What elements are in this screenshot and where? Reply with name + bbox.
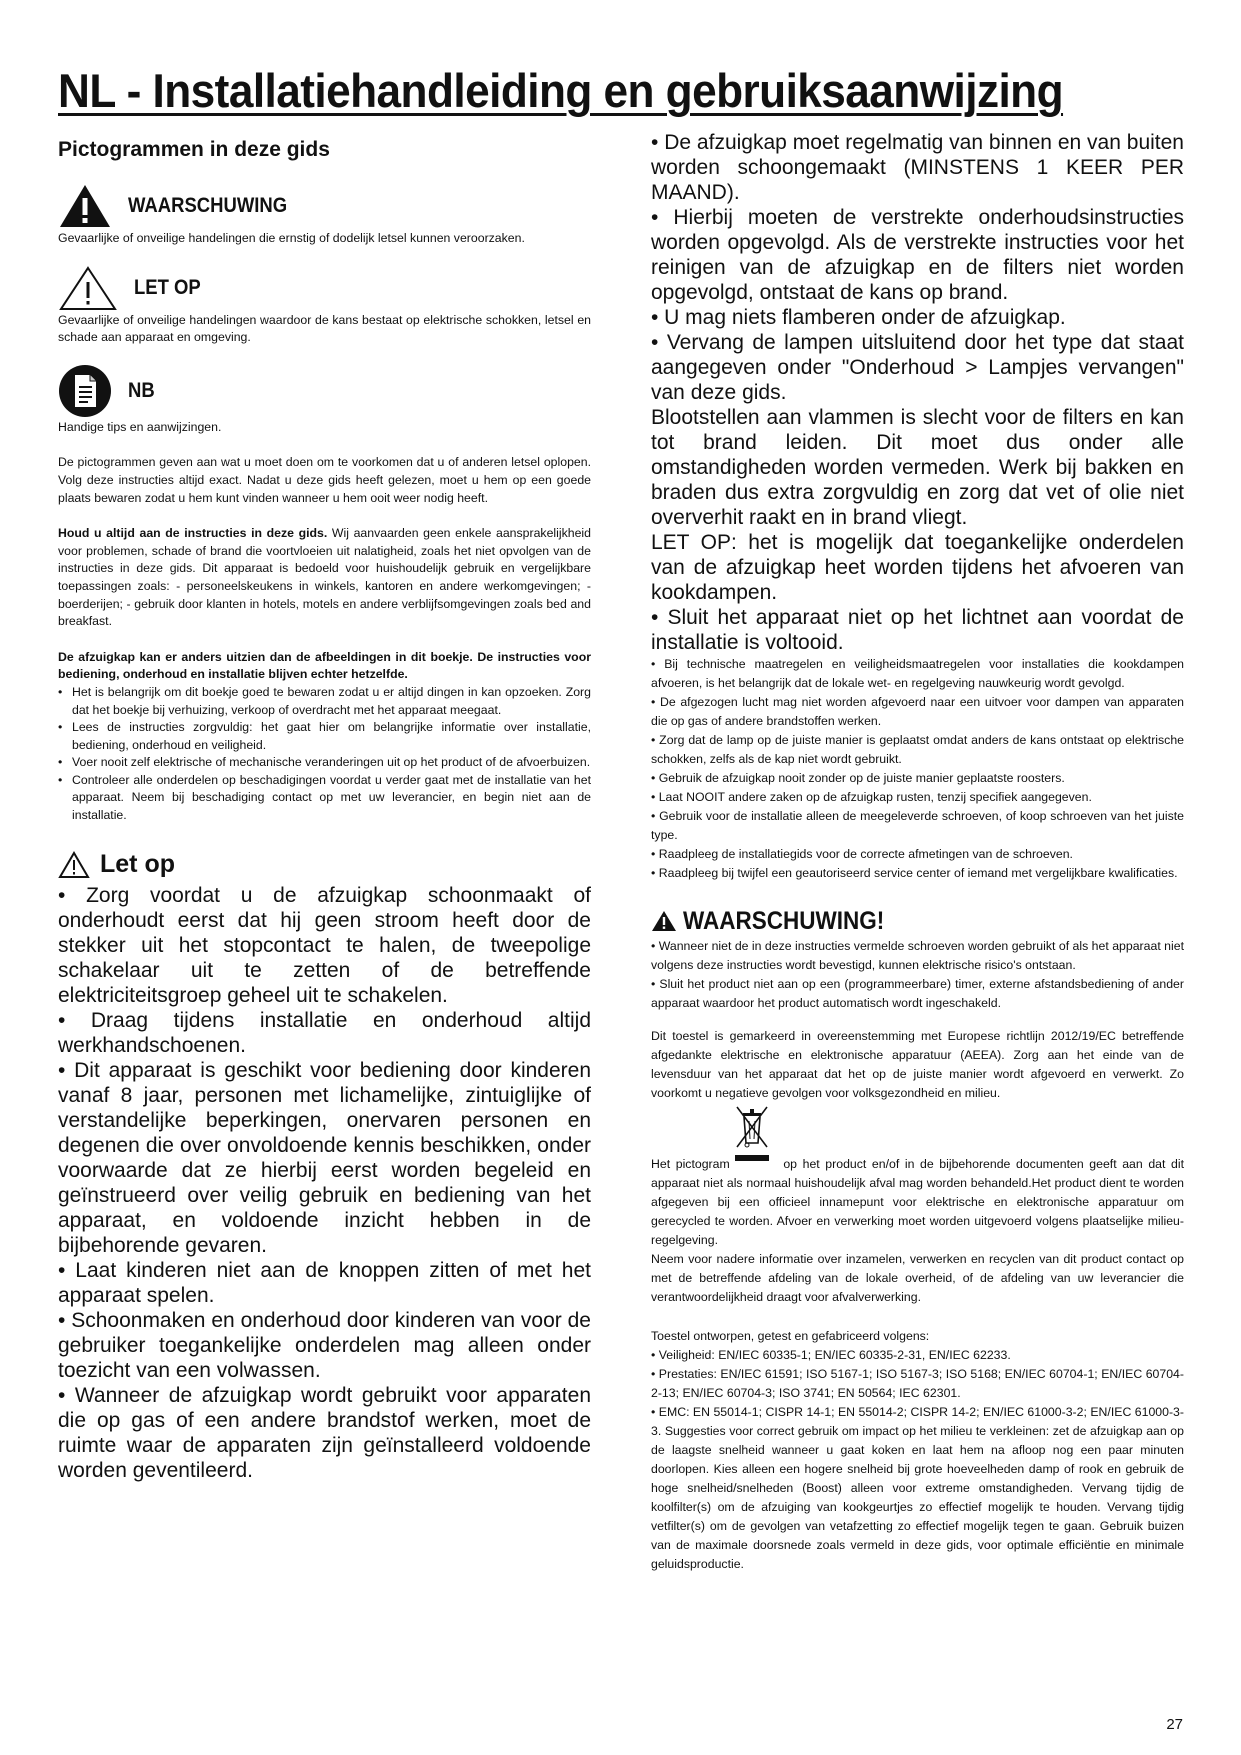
note-description: Handige tips en aanwijzingen. bbox=[58, 419, 222, 434]
list-item: • Zorg voordat u de afzuigkap schoonmaakt of onderhoudt eerst dat hij geen stroom heeft door de stekker uit het stopcontact te halen, de tweepolige schakelaar uit te zetten of de betreffende elektriciteitsgroep geheel uit te schakelen. bbox=[58, 883, 591, 1007]
list-item: • Raadpleeg de installatiegids voor de correcte afmetingen van de schroeven. bbox=[651, 847, 1073, 861]
list-item: • Zorg dat de lamp op de juiste manier is geplaatst omdat anders de kans ontstaat op elektrische schokken, zelfs als de kap niet wordt gebruikt. bbox=[651, 733, 1184, 766]
crossed-bin-icon bbox=[733, 1103, 773, 1163]
intro-paragraph: De pictogrammen geven aan wat u moet doen om te voorkomen dat u of anderen letsel oplopen. Volg deze instructies altijd exact. Nadat u deze gids heeft gelezen, moet u hem op een goede plaats bewaren zodat u hem kunt vinden wanneer u hem ooit weer nodig heeft. bbox=[58, 455, 591, 505]
right-column bbox=[651, 130, 1184, 1574]
liability-text: Wij aanvaarden geen enkele aansprakelijkheid voor problemen, schade of brand die voortvloeien uit nalatigheid, zoals het niet opvolgen van de instructies in deze gids. Dit apparaat is bedoeld voor huishoudelijk gebruik en vergelijkbare toepassingen zoals: - personeelskeukens in winkels, kantoren en andere werkomgevingen; - boerderijen; - gebruik door klanten in hotels, motels en andere verblijfsomgevingen zoals bed and breakfast. bbox=[58, 526, 591, 629]
list-item: Blootstellen aan vlammen is slecht voor de filters en kan tot brand leiden. Dit moet dus onder alle omstandigheden worden vermeden. Werk bij bakken en braden dus extra zorgvuldig en zorg dat vet of olie niet oververhit raakt en in brand vliegt. bbox=[651, 406, 1184, 529]
list-item: • Bij technische maatregelen en veiligheidsmaatregelen voor installaties die kookdampen afvoeren, is het belangrijk dat de lokale wet- en regelgeving nauwkeurig wordt gevolgd. bbox=[651, 657, 1184, 690]
let-op-text bbox=[58, 883, 591, 1483]
warning-title: WAARSCHUWING bbox=[128, 194, 288, 217]
page-title: NL - Installatiehandleiding en gebruiksaanwijzing bbox=[58, 64, 1064, 117]
weee-section bbox=[651, 1027, 1184, 1307]
list-item: • Lees de instructies zorgvuldig: het gaat hier om belangrijke informatie over installatie, bediening, onderhoud en veiligheid. bbox=[58, 719, 591, 754]
recycle-paragraph: Neem voor nadere informatie over inzamelen, verwerken en recyclen van dit product contact op met de betreffende afdeling van de lokale overheid, of de afdeling van uw leverancier die verantwoordelijkheid draagt voor afvalverwerking. bbox=[651, 1252, 1184, 1304]
pictogram-paragraph bbox=[651, 1155, 1184, 1250]
installation-notes bbox=[651, 655, 1184, 883]
let-op-title: Let op bbox=[100, 850, 175, 879]
warning-filled-icon bbox=[651, 910, 677, 932]
note-icon bbox=[58, 364, 112, 418]
list-item: • Wanneer niet de in deze instructies vermelde schroeven worden gebruikt of als het apparaat niet volgens deze instructies wordt bevestigd, kunnen elektrische risico's ontstaan. bbox=[651, 939, 1184, 972]
list-item: • Laat kinderen niet aan de knoppen zitten of met het apparaat spelen. bbox=[58, 1258, 591, 1307]
warning-filled-icon bbox=[58, 183, 112, 229]
list-item: • Veiligheid: EN/IEC 60335-1; EN/IEC 60335-2-31, EN/IEC 62233. bbox=[651, 1348, 1011, 1362]
warning-heading-title: WAARSCHUWING! bbox=[683, 906, 885, 935]
list-item: • Laat NOOIT andere zaken op de afzuigkap rusten, tenzij specifiek aangegeven. bbox=[651, 790, 1092, 804]
liability-paragraph bbox=[58, 525, 591, 631]
list-item: • Controleer alle onderdelen op beschadigingen voordat u verder gaat met de installatie van het apparaat. Neem bij beschadiging contact op met uw leverancier, en begin niet aan de installatie. bbox=[58, 772, 591, 825]
list-item: • Raadpleeg bij twijfel een geautoriseerd service center of iemand met vergelijkbare kwalificaties. bbox=[651, 866, 1178, 880]
list-item: • Hierbij moeten de verstrekte onderhoudsinstructies worden opgevolgd. Als de verstrekte instructies voor het reinigen van de afzuigkap en de filters niet worden opgevolgd, ontstaat de kans op brand. bbox=[651, 206, 1184, 304]
standards-intro: Toestel ontworpen, getest en gefabriceerd volgens: bbox=[651, 1329, 930, 1343]
list-item: • De afgezogen lucht mag niet worden afgevoerd naar een uitvoer voor dampen van apparaten die op gas of andere brandstoffen werken. bbox=[651, 695, 1184, 728]
list-item: • U mag niets flamberen onder de afzuigkap. bbox=[651, 306, 1066, 329]
appearance-notice: De afzuigkap kan er anders uitzien dan de afbeeldingen in dit boekje. De instructies voor bediening, onderhoud en installatie blijven echter hetzelfde. bbox=[58, 649, 591, 682]
warning-description: Gevaarlijke of onveilige handelingen die ernstig of dodelijk letsel kunnen veroorzaken. bbox=[58, 231, 525, 245]
pictogram-suffix: op het product en/of in de bijbehorende documenten geeft aan dat dit apparaat niet als normaal huishoudelijk afval mag worden behandeld.Het product dient te worden afgegeven bij een officieel innamepunt voor elektrische en elektronische apparatuur om gerecycled te worden. Afvoer en verwerking moet worden uitgevoerd volgens plaatselijke milieu-regelgeving. bbox=[651, 1157, 1185, 1247]
standards-section bbox=[651, 1327, 1184, 1574]
weee-paragraph: Dit toestel is gemarkeerd in overeenstemming met Europese richtlijn 2012/19/EC betreffende afgedankte elektrische en elektronische apparatuur (AEEA). Zorg aan het einde van de levensduur van het apparaat dat het op de juiste manier wordt afgevoerd en verwerkt. Zo voorkomt u negatieve gevolgen voor volksgezondheid en milieu. bbox=[651, 1029, 1184, 1100]
general-bullets bbox=[58, 684, 591, 825]
list-item: • Het is belangrijk om dit boekje goed te bewaren zodat u er altijd dingen in kan opzoeken. Zorg dat het boekje bij verhuizing, verkoop of overdracht met het apparaat meegaat. bbox=[58, 684, 591, 719]
warning-outline-icon bbox=[58, 851, 90, 879]
let-op-heading bbox=[58, 847, 591, 883]
list-item: • Dit apparaat is geschikt voor bediening door kinderen vanaf 8 jaar, personen met lichamelijke, zintuiglijke of verstandelijke beperkingen, onervaren personen en degenen die over onvoldoende kennis beschikken, onder voorwaarde dat ze hierbij eerst worden begeleid en geïnstrueerd over veilig gebruik en bediening van het apparaat, en voldoende inzicht hebben in de bijbehorende gevaren. bbox=[58, 1058, 591, 1257]
pictograms-heading: Pictogrammen in deze gids bbox=[58, 138, 330, 161]
list-item: LET OP: het is mogelijk dat toegankelijke onderdelen van de afzuigkap heet worden tijdens het afvoeren van kookdampen. bbox=[651, 531, 1184, 604]
list-item: • Gebruik de afzuigkap nooit zonder op de juiste manier geplaatste roosters. bbox=[651, 771, 1065, 785]
list-item: • De afzuigkap moet regelmatig van binnen en van buiten worden schoongemaakt (MINSTENS 1 KEER PER MAAND). bbox=[651, 131, 1184, 204]
list-item: • Prestaties: EN/IEC 61591; ISO 5167-1; ISO 5167-3; ISO 5168; EN/IEC 60704-1; EN/IEC 60704-2-13; EN/IEC 60704-3; ISO 3741; EN 50564; IEC 62301. bbox=[651, 1367, 1184, 1400]
list-item: • Draag tijdens installatie en onderhoud altijd werkhandschoenen. bbox=[58, 1008, 591, 1057]
note-pictogram-row bbox=[58, 363, 591, 419]
warning-outline-icon bbox=[58, 265, 118, 311]
caution-pictogram-row bbox=[58, 264, 591, 312]
maintenance-text bbox=[651, 130, 1184, 655]
list-item: • Schoonmaken en onderhoud door kinderen van voor de gebruiker toegankelijke onderdelen mag alleen onder toezicht van een volwassen. bbox=[58, 1308, 591, 1382]
page-number: 27 bbox=[1166, 1716, 1183, 1733]
list-item: • Gebruik voor de installatie alleen de meegeleverde schroeven, of koop schroeven van het juiste type. bbox=[651, 809, 1184, 842]
caution-description: Gevaarlijke of onveilige handelingen waardoor de kans bestaat op elektrische schokken, letsel en schade aan apparaat en omgeving. bbox=[58, 312, 591, 345]
warning-pictogram-row bbox=[58, 182, 591, 230]
list-item: • Sluit het product niet aan op een (programmeerbare) timer, externe afstandsbediening of ander apparaat waardoor het product automatisch wordt ingeschakeld. bbox=[651, 977, 1184, 1010]
caution-title: LET OP bbox=[134, 275, 201, 299]
list-item: • Sluit het apparaat niet op het lichtnet aan voordat de installatie is voltooid. bbox=[651, 606, 1184, 654]
note-title: NB bbox=[128, 378, 155, 402]
list-item: • Voer nooit zelf elektrische of mechanische veranderingen uit op het product of de afvoerbuizen. bbox=[58, 754, 591, 772]
warning-heading bbox=[651, 905, 1184, 937]
list-item: • Wanneer de afzuigkap wordt gebruikt voor apparaten die op gas of een andere brandstof werken, moet de ruimte waar de apparaten zijn geïnstalleerd voldoende worden geventileerd. bbox=[58, 1383, 591, 1482]
liability-bold: Houd u altijd aan de instructies in deze gids. bbox=[58, 526, 328, 541]
list-item: • Vervang de lampen uitsluitend door het type dat staat aangegeven onder "Onderhoud > Lampjes vervangen" van deze gids. bbox=[651, 331, 1184, 404]
list-item: • EMC: EN 55014-1; CISPR 14-1; EN 55014-2; CISPR 14-2; EN/IEC 61000-3-2; EN/IEC 61000-3-3. Suggesties voor correct gebruik om impact op het milieu te verkleinen: zet de afzuigkap aan op de laagste snelheid wanneer u gaat koken en laat hem na afloop nog een paar minuten doorlopen. Kies alleen een hogere snelheid bij grote hoeveelheden damp of rook en gebruik de hoge snelheid/snelheden (Boost) alleen voor extreme omstandigheden. Vervang tijdig de koolfilter(s) om de afzuiging van kookgeurtjes zo effectief mogelijk te houden. Vervang tijdig vetfilter(s) om de gevolgen van vetafzetting zo effectief mogelijk tegen te gaan. Gebruik buizen van de maximale doorsnede zoals vermeld in deze gids, voor optimale efficiëntie en minimale geluidsproductie. bbox=[651, 1405, 1184, 1571]
left-column bbox=[58, 134, 591, 1483]
pictogram-prefix: Het pictogram bbox=[651, 1157, 730, 1171]
warning-notes bbox=[651, 937, 1184, 1013]
